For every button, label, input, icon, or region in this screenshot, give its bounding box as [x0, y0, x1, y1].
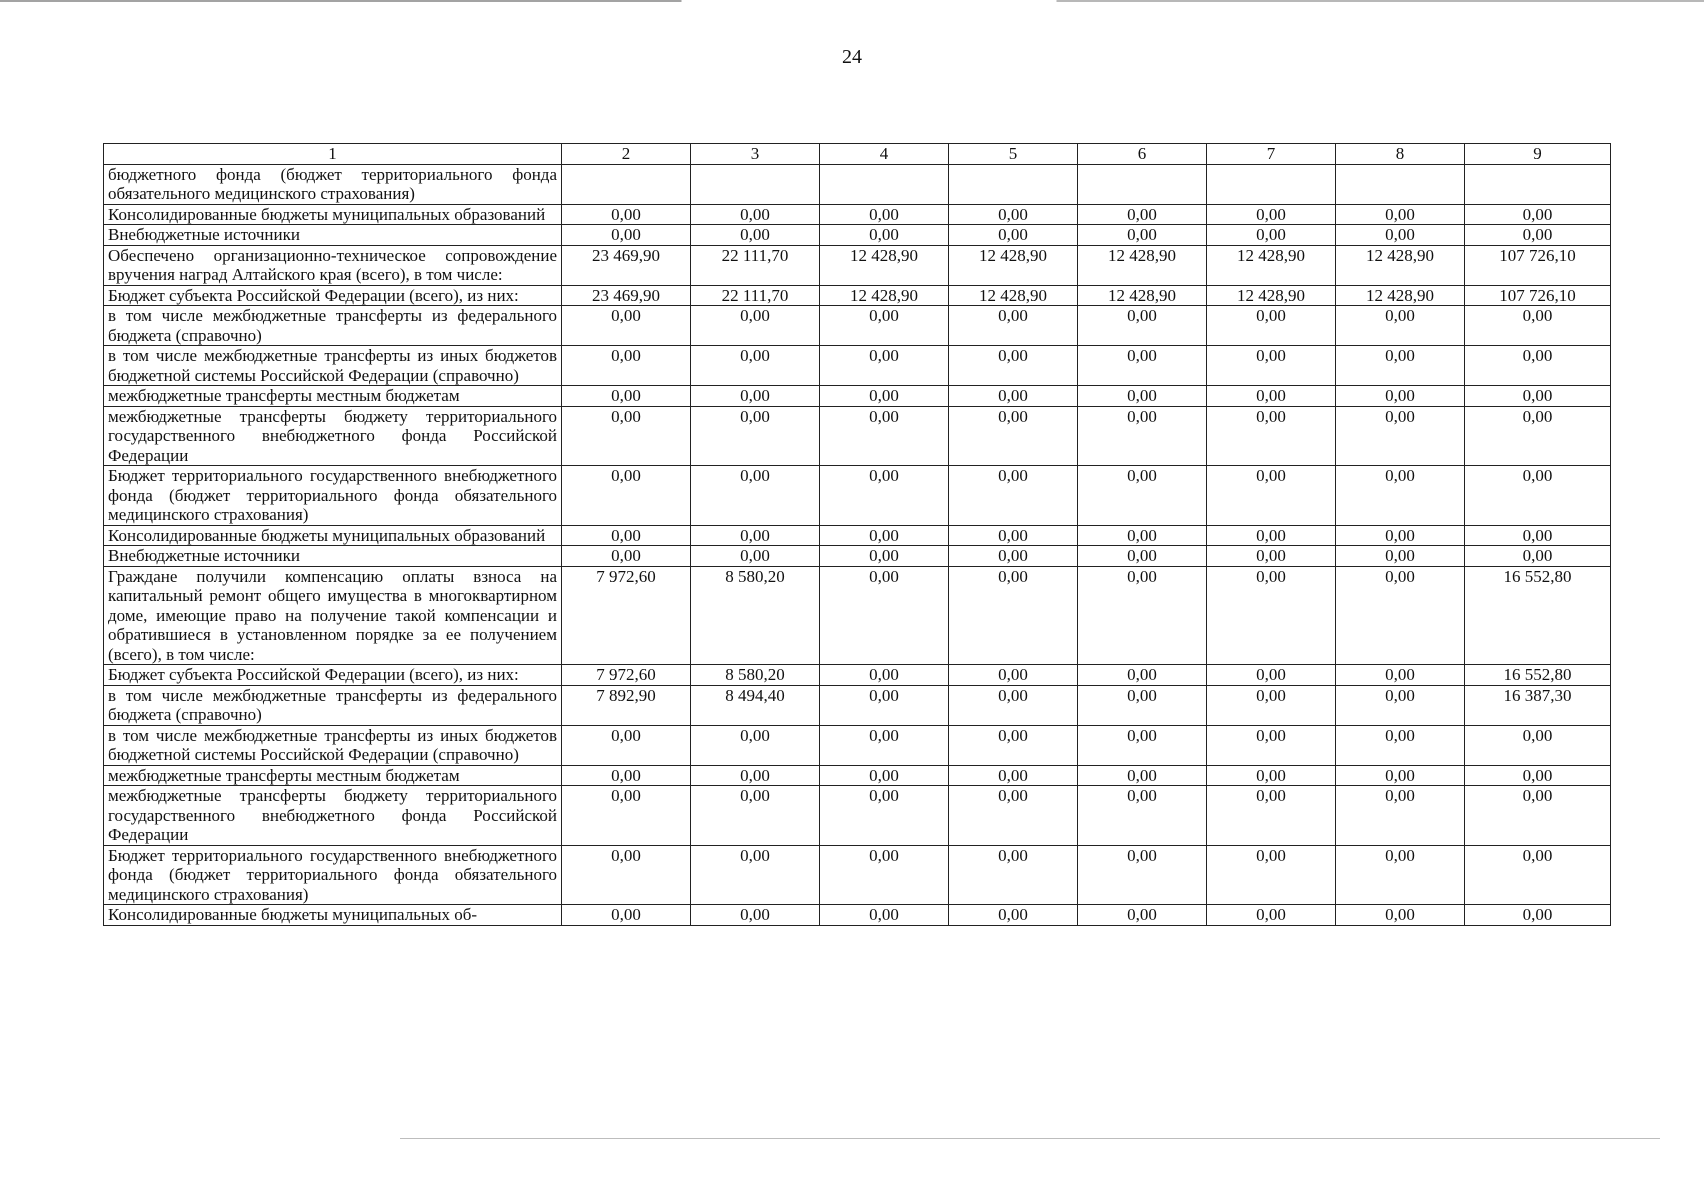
value-cell: 0,00 [949, 685, 1078, 725]
page-number: 24 [842, 46, 862, 68]
row-description: в том числе межбюджетные трансферты из федерального бюджета (справочно) [104, 685, 562, 725]
value-cell: 0,00 [691, 786, 820, 846]
value-cell: 0,00 [562, 306, 691, 346]
row-description: Бюджет субъекта Российской Федерации (всего), из них: [104, 665, 562, 686]
value-cell: 12 428,90 [949, 245, 1078, 285]
value-cell: 0,00 [820, 845, 949, 905]
scan-top-edge [0, 0, 1704, 2]
value-cell: 0,00 [1207, 665, 1336, 686]
value-cell [1207, 164, 1336, 204]
column-header: 1 [104, 144, 562, 165]
row-description: Граждане получили компенсацию оплаты взноса на капитальный ремонт общего имущества в многоквартирном доме, имеющие право на получение такой компенсации и обратившиеся в установленном порядке за ее получением (всего), в том числе: [104, 566, 562, 665]
value-cell: 0,00 [562, 765, 691, 786]
value-cell: 7 972,60 [562, 566, 691, 665]
value-cell: 12 428,90 [1078, 285, 1207, 306]
value-cell: 0,00 [1207, 466, 1336, 526]
value-cell: 12 428,90 [820, 245, 949, 285]
value-cell: 0,00 [1078, 204, 1207, 225]
value-cell: 0,00 [820, 546, 949, 567]
value-cell: 12 428,90 [1336, 245, 1465, 285]
table-row [104, 765, 1611, 786]
value-cell: 0,00 [820, 466, 949, 526]
value-cell: 0,00 [949, 665, 1078, 686]
value-cell [691, 164, 820, 204]
value-cell: 0,00 [1078, 905, 1207, 926]
value-cell: 23 469,90 [562, 245, 691, 285]
value-cell: 12 428,90 [1207, 245, 1336, 285]
value-cell: 0,00 [949, 905, 1078, 926]
value-cell: 0,00 [562, 725, 691, 765]
value-cell: 0,00 [1078, 765, 1207, 786]
table-body [104, 164, 1611, 925]
value-cell: 0,00 [820, 204, 949, 225]
value-cell: 0,00 [1465, 786, 1611, 846]
value-cell: 107 726,10 [1465, 245, 1611, 285]
value-cell: 0,00 [1207, 905, 1336, 926]
value-cell: 0,00 [1207, 525, 1336, 546]
value-cell: 0,00 [949, 204, 1078, 225]
table-row [104, 306, 1611, 346]
value-cell: 0,00 [820, 306, 949, 346]
value-cell: 0,00 [1336, 386, 1465, 407]
value-cell: 0,00 [1336, 306, 1465, 346]
value-cell: 0,00 [1465, 845, 1611, 905]
value-cell: 0,00 [691, 306, 820, 346]
value-cell: 107 726,10 [1465, 285, 1611, 306]
column-number-row [104, 144, 1611, 165]
row-description: межбюджетные трансферты бюджету территориального государственного внебюджетного фонда Российской Федерации [104, 786, 562, 846]
value-cell: 0,00 [1078, 346, 1207, 386]
value-cell: 0,00 [820, 725, 949, 765]
value-cell: 7 972,60 [562, 665, 691, 686]
table-row [104, 346, 1611, 386]
column-header: 4 [820, 144, 949, 165]
value-cell: 0,00 [820, 225, 949, 246]
value-cell: 0,00 [691, 845, 820, 905]
value-cell: 0,00 [562, 204, 691, 225]
row-description: Бюджет субъекта Российской Федерации (всего), из них: [104, 285, 562, 306]
value-cell: 0,00 [1078, 386, 1207, 407]
table-row [104, 406, 1611, 466]
value-cell: 0,00 [949, 225, 1078, 246]
value-cell: 8 494,40 [691, 685, 820, 725]
column-header: 2 [562, 144, 691, 165]
row-description: межбюджетные трансферты бюджету территориального государственного внебюджетного фонда Российской Федерации [104, 406, 562, 466]
value-cell: 0,00 [562, 525, 691, 546]
column-header: 5 [949, 144, 1078, 165]
value-cell: 0,00 [949, 386, 1078, 407]
value-cell: 0,00 [1207, 685, 1336, 725]
value-cell: 0,00 [949, 566, 1078, 665]
value-cell: 0,00 [1465, 905, 1611, 926]
value-cell [949, 164, 1078, 204]
value-cell: 0,00 [949, 466, 1078, 526]
row-description: Внебюджетные источники [104, 225, 562, 246]
value-cell: 0,00 [1078, 466, 1207, 526]
table-row [104, 546, 1611, 567]
table-row [104, 386, 1611, 407]
value-cell: 0,00 [1078, 225, 1207, 246]
value-cell: 0,00 [949, 845, 1078, 905]
value-cell: 0,00 [562, 546, 691, 567]
value-cell: 12 428,90 [1078, 245, 1207, 285]
value-cell: 0,00 [691, 725, 820, 765]
value-cell: 0,00 [1207, 725, 1336, 765]
value-cell: 16 552,80 [1465, 566, 1611, 665]
value-cell [1336, 164, 1465, 204]
value-cell: 0,00 [1078, 665, 1207, 686]
value-cell: 0,00 [820, 765, 949, 786]
value-cell: 0,00 [949, 725, 1078, 765]
value-cell: 0,00 [1336, 725, 1465, 765]
value-cell: 0,00 [820, 346, 949, 386]
table-row [104, 665, 1611, 686]
value-cell: 0,00 [1465, 204, 1611, 225]
table-row [104, 525, 1611, 546]
value-cell: 0,00 [691, 546, 820, 567]
value-cell: 0,00 [1336, 845, 1465, 905]
value-cell: 0,00 [691, 765, 820, 786]
value-cell: 0,00 [1207, 306, 1336, 346]
value-cell: 0,00 [691, 204, 820, 225]
table-row [104, 285, 1611, 306]
row-description: Бюджет территориального государственного внебюджетного фонда (бюджет территориального фонда обязательного медицинского страхования) [104, 466, 562, 526]
table-row [104, 245, 1611, 285]
value-cell: 0,00 [1078, 566, 1207, 665]
value-cell: 0,00 [691, 406, 820, 466]
value-cell [820, 164, 949, 204]
value-cell: 0,00 [820, 406, 949, 466]
value-cell: 0,00 [1078, 525, 1207, 546]
table-row [104, 725, 1611, 765]
column-header: 3 [691, 144, 820, 165]
row-description: Консолидированные бюджеты муниципальных об- [104, 905, 562, 926]
value-cell: 23 469,90 [562, 285, 691, 306]
value-cell: 0,00 [1078, 685, 1207, 725]
value-cell: 0,00 [1207, 346, 1336, 386]
value-cell: 0,00 [1078, 725, 1207, 765]
value-cell: 0,00 [1078, 546, 1207, 567]
table-row [104, 466, 1611, 526]
value-cell: 0,00 [1465, 546, 1611, 567]
table-row [104, 685, 1611, 725]
value-cell: 0,00 [820, 905, 949, 926]
value-cell: 0,00 [1207, 786, 1336, 846]
value-cell: 0,00 [820, 665, 949, 686]
value-cell: 12 428,90 [820, 285, 949, 306]
value-cell: 7 892,90 [562, 685, 691, 725]
value-cell: 0,00 [562, 386, 691, 407]
table-row [104, 204, 1611, 225]
table-row [104, 164, 1611, 204]
row-description: в том числе межбюджетные трансферты из иных бюджетов бюджетной системы Российской Федерации (справочно) [104, 346, 562, 386]
value-cell: 0,00 [949, 546, 1078, 567]
value-cell: 0,00 [1336, 225, 1465, 246]
row-description: в том числе межбюджетные трансферты из иных бюджетов бюджетной системы Российской Федерации (справочно) [104, 725, 562, 765]
row-description: межбюджетные трансферты местным бюджетам [104, 765, 562, 786]
row-description: межбюджетные трансферты местным бюджетам [104, 386, 562, 407]
value-cell: 0,00 [691, 386, 820, 407]
value-cell: 0,00 [691, 905, 820, 926]
table-row [104, 786, 1611, 846]
scan-lower-edge [400, 1138, 1660, 1139]
value-cell: 0,00 [1078, 786, 1207, 846]
value-cell: 0,00 [1207, 225, 1336, 246]
value-cell: 0,00 [1207, 406, 1336, 466]
column-header: 6 [1078, 144, 1207, 165]
value-cell: 0,00 [1336, 566, 1465, 665]
value-cell: 0,00 [1465, 725, 1611, 765]
value-cell: 0,00 [820, 566, 949, 665]
value-cell: 0,00 [1465, 346, 1611, 386]
value-cell: 0,00 [562, 346, 691, 386]
value-cell: 0,00 [1336, 346, 1465, 386]
value-cell: 0,00 [820, 525, 949, 546]
value-cell: 0,00 [1207, 546, 1336, 567]
table-row [104, 225, 1611, 246]
value-cell: 0,00 [1078, 306, 1207, 346]
value-cell: 0,00 [949, 346, 1078, 386]
value-cell: 12 428,90 [1336, 285, 1465, 306]
value-cell: 0,00 [1336, 786, 1465, 846]
table-row [104, 566, 1611, 665]
value-cell: 0,00 [1078, 845, 1207, 905]
value-cell: 0,00 [1465, 765, 1611, 786]
value-cell: 0,00 [562, 845, 691, 905]
value-cell: 0,00 [949, 525, 1078, 546]
value-cell: 0,00 [949, 786, 1078, 846]
row-description: в том числе межбюджетные трансферты из федерального бюджета (справочно) [104, 306, 562, 346]
value-cell: 0,00 [1336, 665, 1465, 686]
budget-table-container [103, 143, 1610, 926]
value-cell: 0,00 [820, 386, 949, 407]
value-cell: 0,00 [562, 786, 691, 846]
column-header: 8 [1336, 144, 1465, 165]
value-cell: 0,00 [691, 225, 820, 246]
value-cell: 22 111,70 [691, 245, 820, 285]
value-cell: 0,00 [691, 525, 820, 546]
value-cell: 0,00 [1465, 466, 1611, 526]
value-cell: 0,00 [1465, 306, 1611, 346]
value-cell: 0,00 [691, 346, 820, 386]
value-cell: 0,00 [1336, 546, 1465, 567]
value-cell: 0,00 [691, 466, 820, 526]
value-cell: 0,00 [562, 905, 691, 926]
value-cell: 0,00 [1336, 466, 1465, 526]
value-cell [1078, 164, 1207, 204]
row-description: Внебюджетные источники [104, 546, 562, 567]
value-cell: 12 428,90 [1207, 285, 1336, 306]
row-description: бюджетного фонда (бюджет территориального фонда обязательного медицинского страхования) [104, 164, 562, 204]
value-cell: 0,00 [1207, 204, 1336, 225]
row-description: Консолидированные бюджеты муниципальных образований [104, 525, 562, 546]
value-cell [1465, 164, 1611, 204]
value-cell: 22 111,70 [691, 285, 820, 306]
column-header: 9 [1465, 144, 1611, 165]
value-cell: 0,00 [1465, 386, 1611, 407]
value-cell: 0,00 [1465, 225, 1611, 246]
value-cell: 0,00 [1207, 845, 1336, 905]
value-cell: 0,00 [562, 466, 691, 526]
value-cell: 0,00 [949, 406, 1078, 466]
value-cell: 0,00 [1336, 765, 1465, 786]
row-description: Бюджет территориального государственного внебюджетного фонда (бюджет территориального фонда обязательного медицинского страхования) [104, 845, 562, 905]
value-cell: 8 580,20 [691, 566, 820, 665]
value-cell: 0,00 [562, 225, 691, 246]
column-header: 7 [1207, 144, 1336, 165]
value-cell: 0,00 [1336, 525, 1465, 546]
value-cell: 0,00 [1078, 406, 1207, 466]
value-cell: 8 580,20 [691, 665, 820, 686]
value-cell: 0,00 [1207, 765, 1336, 786]
value-cell: 0,00 [1207, 386, 1336, 407]
value-cell: 0,00 [1207, 566, 1336, 665]
table-row [104, 905, 1611, 926]
value-cell: 0,00 [1465, 406, 1611, 466]
row-description: Обеспечено организационно-техническое сопровождение вручения наград Алтайского края (всего), в том числе: [104, 245, 562, 285]
table-row [104, 845, 1611, 905]
value-cell: 16 552,80 [1465, 665, 1611, 686]
value-cell: 0,00 [949, 306, 1078, 346]
value-cell: 16 387,30 [1465, 685, 1611, 725]
value-cell: 0,00 [1336, 406, 1465, 466]
value-cell: 0,00 [949, 765, 1078, 786]
budget-table [103, 143, 1611, 926]
value-cell [562, 164, 691, 204]
value-cell: 0,00 [1336, 905, 1465, 926]
value-cell: 0,00 [562, 406, 691, 466]
value-cell: 0,00 [820, 685, 949, 725]
value-cell: 0,00 [1465, 525, 1611, 546]
value-cell: 0,00 [820, 786, 949, 846]
row-description: Консолидированные бюджеты муниципальных образований [104, 204, 562, 225]
value-cell: 12 428,90 [949, 285, 1078, 306]
value-cell: 0,00 [1336, 204, 1465, 225]
value-cell: 0,00 [1336, 685, 1465, 725]
